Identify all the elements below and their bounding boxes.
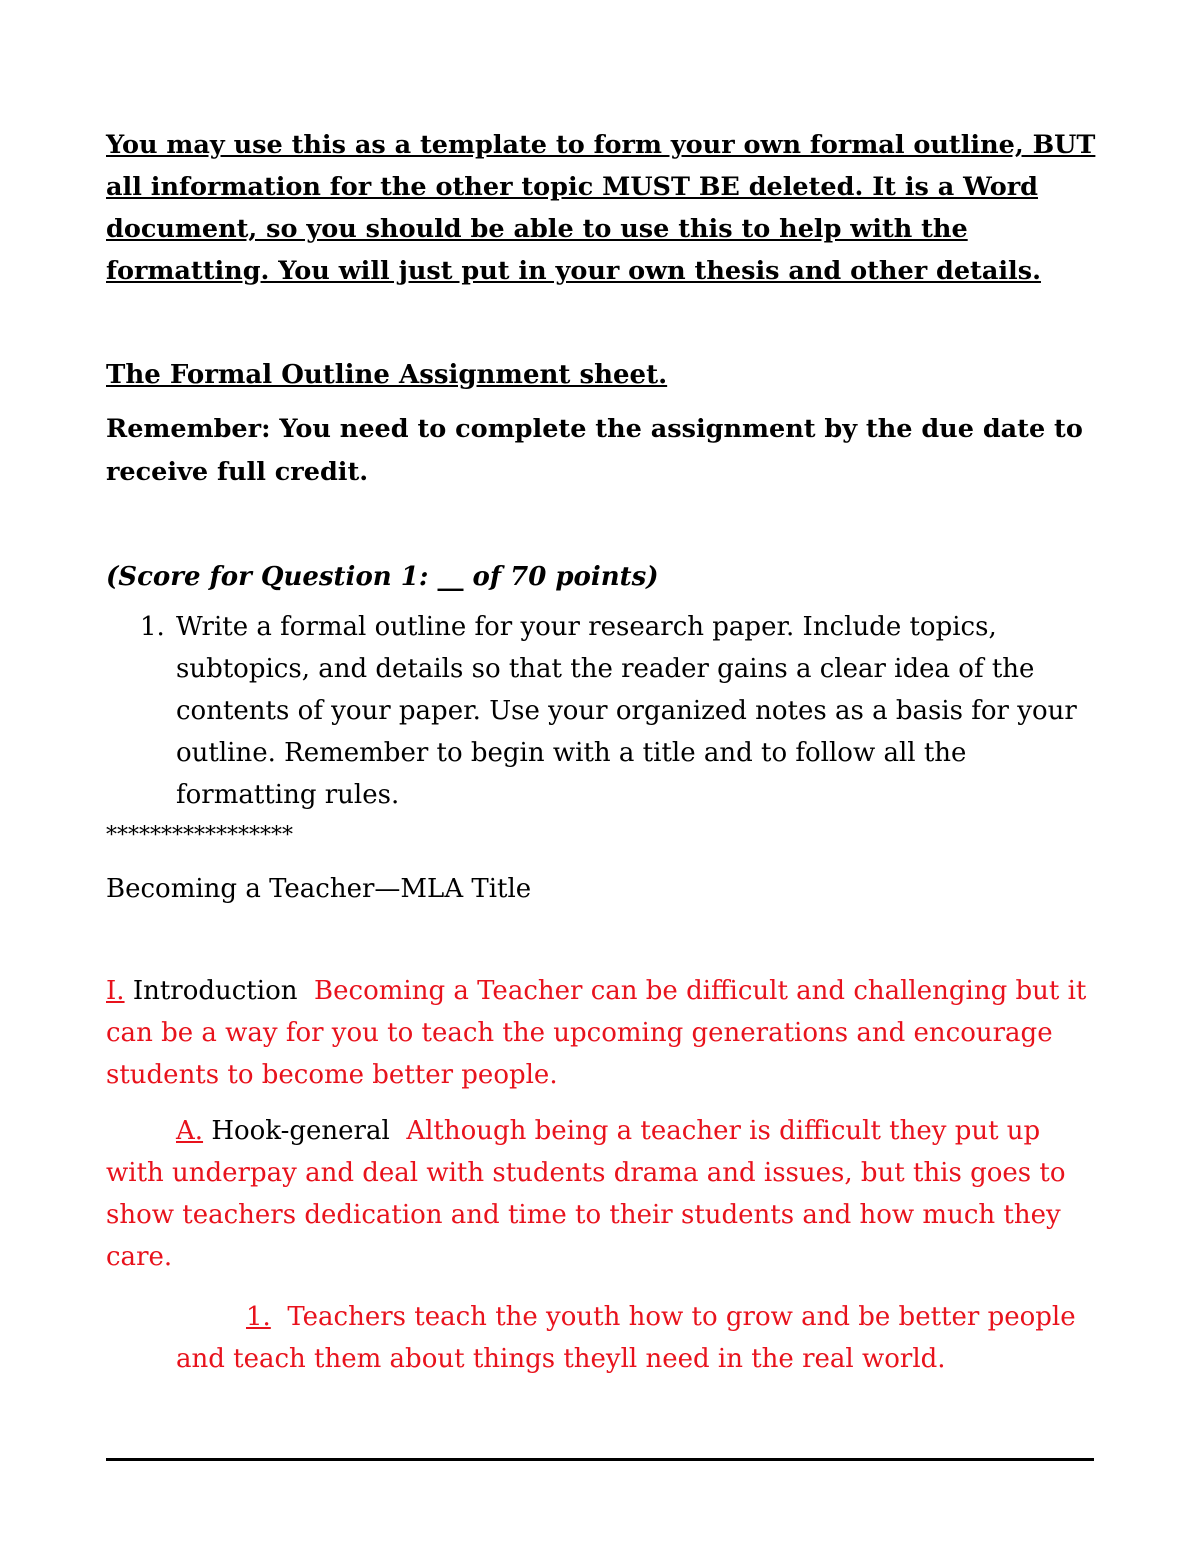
- score-line: (Score for Question 1: __ of 70 points): [106, 562, 659, 592]
- hook-letter: A.: [176, 1116, 204, 1146]
- question-list: [106, 606, 1096, 816]
- question-item: [106, 606, 1096, 816]
- question-text: Write a formal outline for your research paper. Include topics, subtopics, and details so that the reader gains a clear idea of the contents of your paper. Use your organized notes as a basis for your outline. Remember to begin with a title and to follow all the formatting rules.: [176, 612, 1077, 810]
- template-notice: You may use this as a template to form your own formal outline, BUT all information for the other topic MUST BE deleted. It is a Word document, so you should be able to use this to help with the formatting. You will just put in your own thesis and other details.: [106, 130, 1096, 286]
- remember-note: Remember: You need to complete the assignment by the due date to receive full credit.: [106, 414, 1083, 487]
- assignment-title: The Formal Outline Assignment sheet.: [106, 360, 668, 390]
- intro-label: Introduction: [132, 976, 298, 1006]
- outline-hook: [106, 1110, 1096, 1278]
- hook-label: Hook-general: [211, 1116, 390, 1146]
- separator-stars: *****************: [106, 823, 293, 848]
- outline-title: Becoming a Teacher—MLA Title: [106, 874, 532, 904]
- question-number: 1.: [140, 612, 165, 642]
- point1-number: 1.: [246, 1302, 271, 1332]
- hook-text: Although being a teacher is difficult they put up with underpay and deal with students drama and issues, but this goes to show teachers dedication and time to their students and how much they care.: [106, 1116, 1066, 1272]
- point1-text: Teachers teach the youth how to grow and be better people and teach them about things theyll need in the real world.: [176, 1302, 1076, 1374]
- intro-text: Becoming a Teacher can be difficult and challenging but it can be a way for you to teach the upcoming generations and encourage students to become better people.: [106, 976, 1087, 1090]
- intro-numeral: I.: [106, 976, 125, 1006]
- outline-point-1: [106, 1296, 1096, 1380]
- document-page: [106, 124, 1096, 1380]
- page-bottom-rule: [106, 1458, 1094, 1461]
- outline-intro: [106, 970, 1096, 1096]
